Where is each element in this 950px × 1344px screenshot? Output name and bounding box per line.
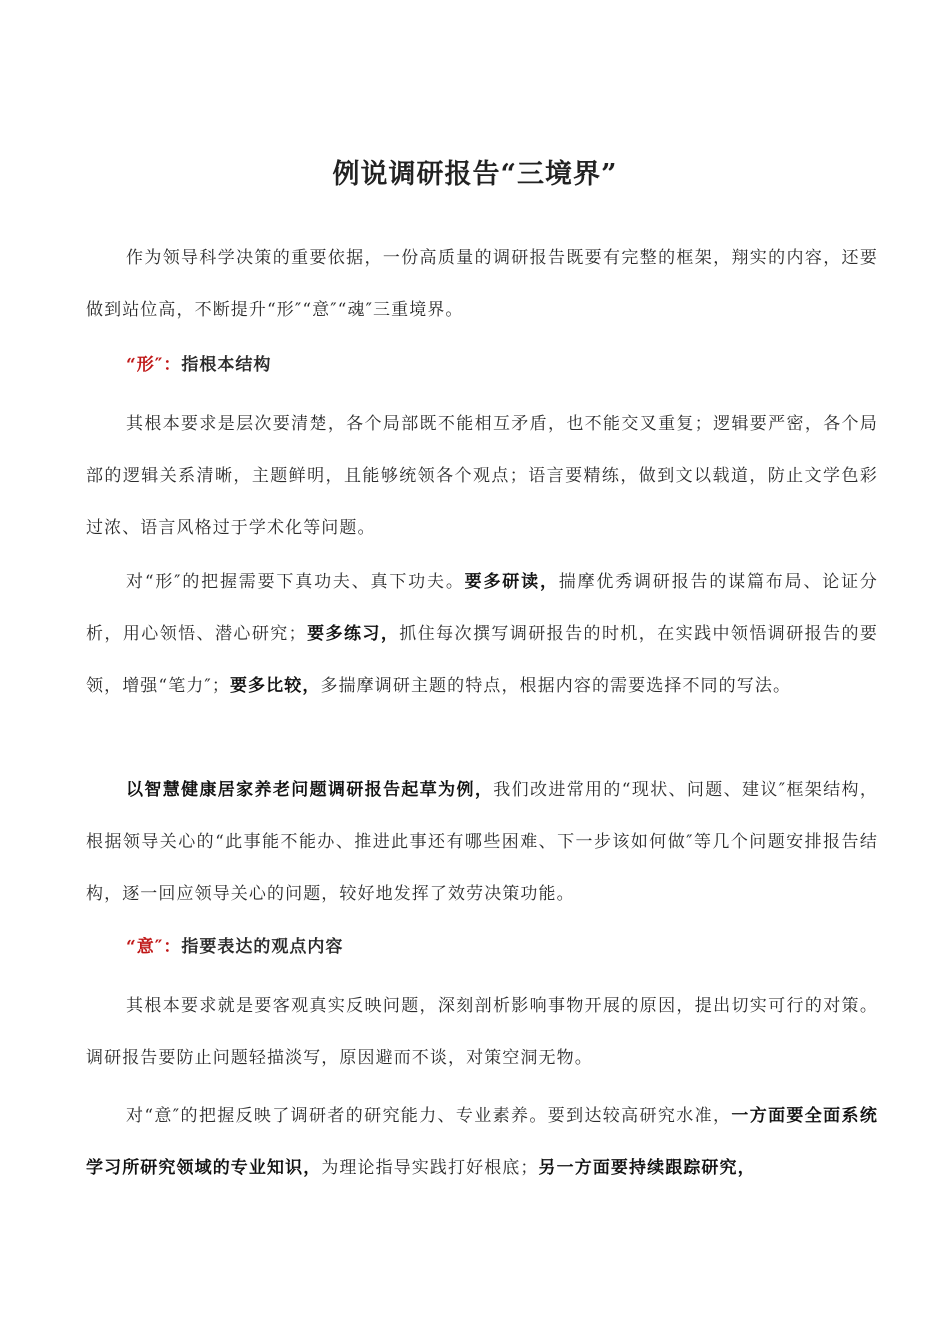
xing-p2-text-2: 揣摩优秀调研报告的谋篇布局、论证分析，用心领悟、潜心研究； <box>86 572 879 644</box>
section-yi-mark: “意″： <box>126 937 182 957</box>
xing-p2-text-3: 抓住每次撰写调研报告的时机，在实践中领悟调研报告的要领，增强“笔力″； <box>86 624 879 696</box>
xing-p2-bold-1: 要多研读， <box>464 572 559 592</box>
section-yi-paragraph-2 <box>86 1090 878 1194</box>
intro-paragraph: 作为领导科学决策的重要依据，一份高质量的调研报告既要有完整的框架，翔实的内容，还要做到站位高，不断提升“形″“意″“魂″三重境界。 <box>86 248 878 320</box>
xing-p2-bold-2: 要多练习， <box>306 624 400 644</box>
xing-p3-bold: 以智慧健康居家养老问题调研报告起草为例， <box>126 780 494 800</box>
section-xing-paragraph-3 <box>86 764 878 920</box>
yi-p2-bold-2: 另一方面要持续跟踪研究， <box>538 1158 756 1178</box>
section-xing-mark: “形″： <box>126 355 182 375</box>
section-yi-heading-text: 指要表达的观点内容 <box>181 937 344 957</box>
section-xing-heading <box>126 350 271 380</box>
yi-p2-bold-1: 一方面要全面系统学习所研究领域的专业知识， <box>86 1106 878 1178</box>
xing-p3-text: 我们改进常用的“现状、问题、建议″框架结构，根据领导关心的“此事能不能办、推进此事还有哪些困难、下一步该如何做″等几个问题安排报告结构，逐一回应领导关心的问题，较好地发挥了效劳决策功能。 <box>86 780 878 904</box>
xing-p2-text-1: 对“形″的把握需要下真功夫、真下功夫。 <box>126 572 465 592</box>
xing-p2-bold-3: 要多比较， <box>229 676 321 696</box>
section-yi-heading <box>126 932 343 962</box>
xing-p2-text-4: 多揣摩调研主题的特点，根据内容的需要选择不同的写法。 <box>320 676 792 696</box>
yi-p2-text-1: 对“意″的把握反映了调研者的研究能力、专业素养。要到达较高研究水准， <box>126 1106 732 1126</box>
section-yi-paragraph-1: 其根本要求就是要客观真实反映问题，深刻剖析影响事物开展的原因，提出切实可行的对策。调研报告要防止问题轻描淡写，原因避而不谈，对策空洞无物。 <box>86 996 878 1068</box>
yi-p2-text-2: 为理论指导实践打好根底； <box>321 1158 539 1178</box>
section-xing-paragraph-2 <box>86 556 878 712</box>
section-xing-heading-text: 指根本结构 <box>181 355 272 375</box>
document-title: 例说调研报告“三境界” <box>332 159 618 190</box>
section-xing-paragraph-1: 其根本要求是层次要清楚，各个局部既不能相互矛盾，也不能交叉重复；逻辑要严密，各个局部的逻辑关系清晰，主题鲜明，且能够统领各个观点；语言要精练，做到文以载道，防止文学色彩过浓、语言风格过于学术化等问题。 <box>86 414 878 538</box>
